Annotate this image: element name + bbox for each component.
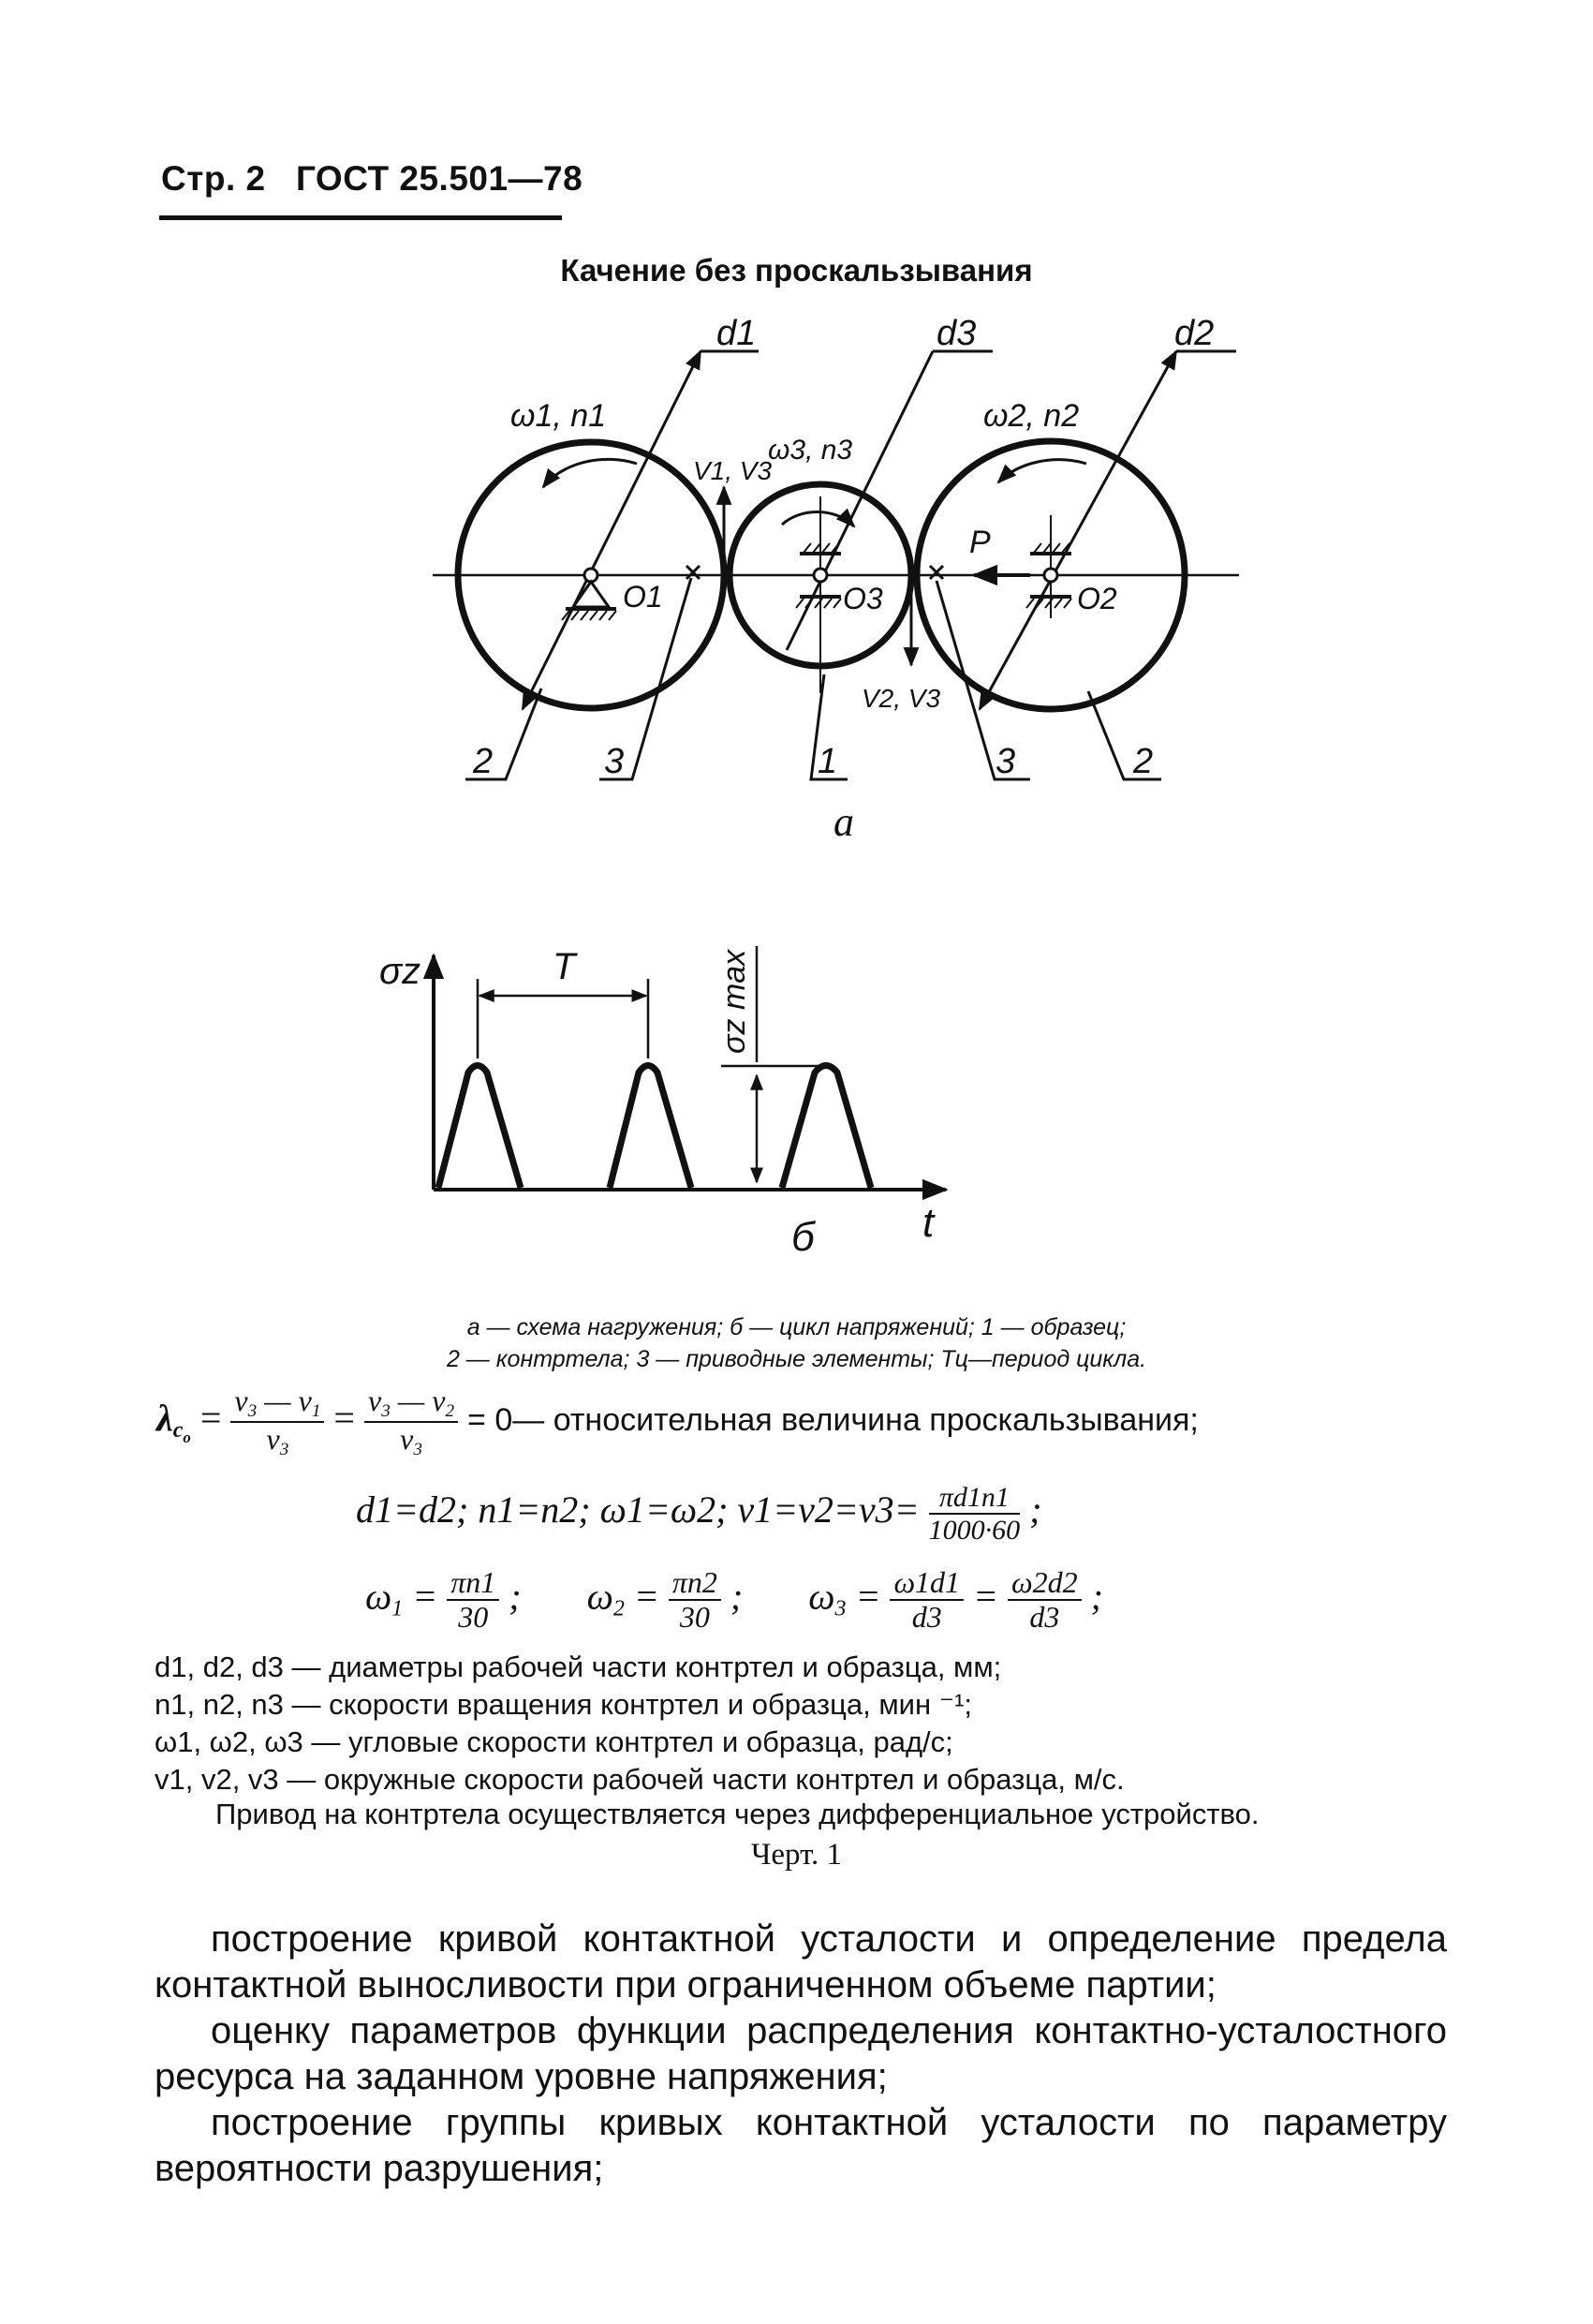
w3-denominator-2: d3 [1029,1600,1060,1635]
figure-caption [0,1311,1593,1375]
formula-equalities: d1=d2; n1=n2; ω1=ω2; v1=v2=v3= $\frac{\pi d1n1}{1000\cdot 60}$ ; [356,1482,1042,1546]
y-axis-label: σz [379,951,421,992]
body-paragraph: построение группы кривых контактной усталости по параметру вероятности разрушения; [155,2102,1447,2189]
max-label: σz max [716,949,752,1054]
pulse-2 [610,1066,691,1189]
period-label: T [553,946,576,987]
definition-angular-speeds: ω1, ω2, ω3 — угловые скорости контртел и образца, рад/с; [155,1725,953,1758]
label-o3: O3 [843,582,883,615]
body-paragraph: оценку параметров функции распределения контактно-усталостного ресурса на заданном уровне напряжения; [155,2010,1447,2097]
formula-angular-velocities: $\omega_1$ = $\frac{\pi n1}{30}$ ; $\omega_2$ = $\frac{\pi n2}{30}$ ; $\omega_3$ = $\frac{\omega 1d1}{d3}$ = $\frac{\omega 2d2}{d3}$ ; [365,1565,1103,1635]
label-v-bottom: V2, V3 [862,684,941,713]
callout-3-right: 3 [996,742,1016,781]
rotation-arrow-center [782,511,854,526]
w1-numerator: πn1 [447,1566,499,1601]
callout-2-left: 2 [473,742,494,781]
formula-lambda: $\lambda_{c_o}$ = $\frac{v_3 — v_1}{v_3}$ = $\frac{v_3 — v_2}{v_3}$ = 0— относительная величина проскальзывания; [156,1384,1199,1459]
callout-1: 1 [818,742,838,781]
rotation-arrow-left [543,459,637,487]
label-omega3: ω3, n3 [768,435,853,466]
figure-a-title: Качение без проскальзывания [560,253,1033,288]
standard-code: ГОСТ 25.501—78 [295,159,583,198]
caption-line-1: а — схема нагружения; б — цикл напряжений; 1 — образец; [466,1314,1127,1340]
label-p: P [969,525,991,560]
label-v-top: V1, V3 [693,456,773,485]
lambda-description: = 0— относительная величина проскальзывания; [467,1402,1199,1439]
figure-b-sublabel: б [791,1214,815,1260]
label-d2: d2 [1174,314,1215,353]
body-text [155,1917,1447,2192]
label-o2: O2 [1077,582,1117,615]
w3-numerator-1: ω1d1 [890,1566,964,1601]
label-d3: d3 [937,314,977,353]
definition-rotation-speeds: n1, n2, n3 — скорости вращения контртел и образца, мин ⁻¹; [155,1688,973,1721]
pulse-1 [438,1066,521,1189]
caption-line-2: 2 — контртела; 3 — приводные элементы; Tц—период цикла. [446,1346,1147,1372]
label-o1: O1 [623,580,663,614]
w2-numerator: πn2 [669,1566,721,1601]
label-omega1: ω1, n1 [510,398,607,434]
callout-2-right: 2 [1133,742,1154,781]
callout-3-left: 3 [604,742,625,781]
w3-numerator-2: ω2d2 [1008,1566,1082,1601]
page-number: Стр. 2 [161,159,266,198]
velocity-denominator: 1000·60 [928,1515,1021,1546]
w1-denominator: 30 [458,1600,489,1635]
drive-note: Привод на контртела осуществляется через дифференциальное устройство. [215,1798,1260,1830]
velocity-numerator: πd1n1 [929,1482,1021,1515]
body-paragraph: построение кривой контактной усталости и определение предела контактной выносливости при ограниченном объеме партии; [155,1918,1447,2006]
pulse-3 [782,1066,871,1189]
figure-number: Черт. 1 [750,1838,843,1872]
label-omega2: ω2, n2 [983,398,1080,434]
figure-a-sublabel: а [833,799,854,845]
rotation-arrow-right [998,460,1086,482]
definition-diameters: d1, d2, d3 — диаметры рабочей части контртел и образца, мм; [155,1650,1002,1683]
definition-peripheral-speeds: v1, v2, v3 — окружные скорости рабочей части контртел и образца, м/с. [155,1763,1125,1796]
w2-denominator: 30 [679,1600,710,1635]
symbol-definitions [155,1649,1125,1799]
equalities-text: d1=d2; n1=n2; ω1=ω2; v1=v2=v3= [356,1488,920,1532]
stress-cycle-chart [434,946,946,1190]
x-axis-label: t [922,1200,935,1246]
label-d1: d1 [716,314,757,353]
w3-denominator-1: d3 [911,1600,942,1635]
